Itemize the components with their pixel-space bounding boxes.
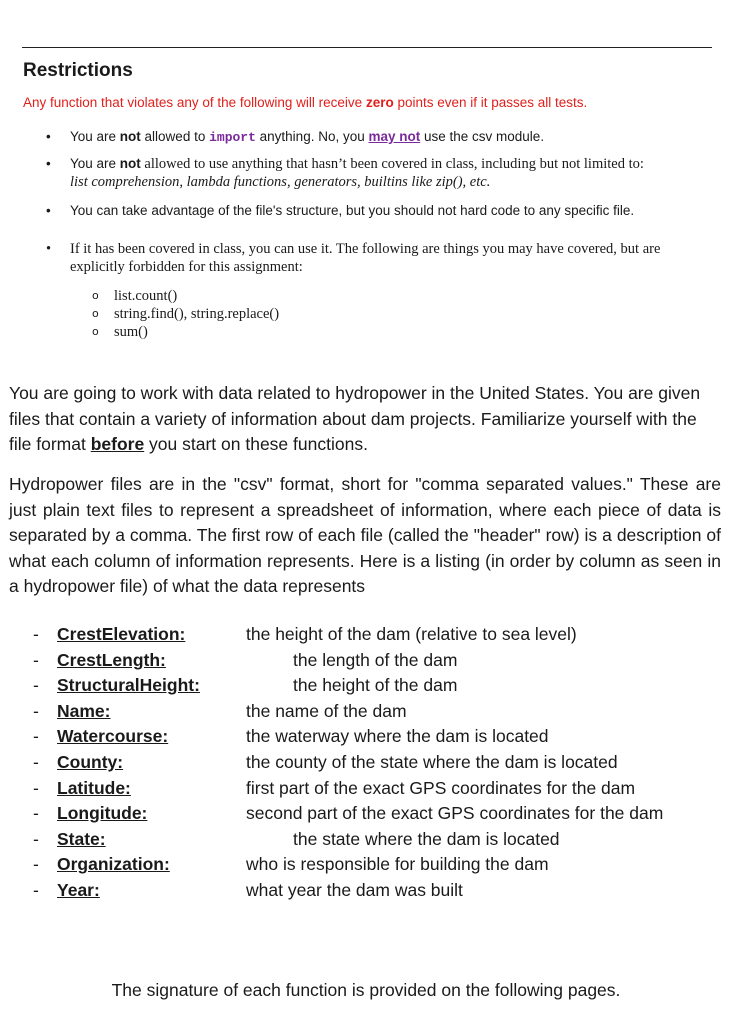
bullet-text: allowed to	[140, 129, 210, 144]
bullet-text: You are	[70, 129, 120, 144]
field-description: the height of the dam	[293, 675, 458, 696]
field-description: the name of the dam	[246, 700, 407, 721]
dash: -	[33, 624, 39, 644]
restrictions-heading: Restrictions	[23, 60, 133, 81]
bullet-dot: •	[46, 241, 52, 257]
bullet-dot: •	[46, 203, 51, 218]
before-emphasis: before	[90, 434, 145, 454]
field-description: the length of the dam	[293, 649, 458, 670]
dash: -	[33, 828, 39, 849]
restriction-bullet-structure	[46, 202, 716, 220]
warning-zero: zero	[365, 95, 394, 110]
circle-bullet-icon: o	[92, 289, 99, 302]
field-name: Latitude:	[57, 777, 131, 798]
field-description: who is responsible for building the dam	[246, 854, 549, 875]
dash: -	[33, 854, 39, 875]
footer-note: The signature of each function is provided on the following pages.	[111, 980, 621, 1000]
dash: -	[33, 700, 39, 721]
forbidden-item	[92, 323, 279, 341]
import-keyword: import	[209, 130, 256, 145]
forbidden-item-text: list.count()	[114, 288, 178, 304]
field-description: first part of the exact GPS coordinates for the dam	[246, 777, 636, 798]
field-description: second part of the exact GPS coordinates for the dam	[246, 803, 664, 824]
dash: -	[33, 675, 39, 696]
forbidden-item	[92, 305, 279, 323]
field-name: Year:	[57, 879, 100, 900]
restriction-bullet-uncovered	[46, 155, 716, 191]
field-name: Name:	[57, 700, 111, 721]
warning-text-start: Any function that violates any of the following will receive	[23, 95, 366, 110]
forbidden-item	[92, 287, 279, 305]
bullet-emphasis: not	[119, 156, 141, 171]
bullet-text: If it has been covered in class, you can use it. The following are things you may have covered, but are explicitly forbidden for this assignment:	[70, 241, 661, 275]
field-name: CrestElevation:	[57, 624, 186, 644]
forbidden-list	[92, 287, 279, 341]
field-name: Organization:	[57, 854, 170, 875]
field-name: County:	[57, 751, 124, 772]
field-name: Watercourse:	[57, 726, 169, 747]
forbidden-examples: list comprehension, lambda functions, generators, builtins like zip(), etc.	[70, 174, 491, 190]
dash: -	[33, 751, 39, 772]
field-description: the county of the state where the dam is located	[246, 751, 618, 772]
forbidden-item-text: string.find(), string.replace()	[114, 306, 280, 322]
field-description: the state where the dam is located	[293, 828, 560, 849]
bullet-dot: •	[46, 129, 51, 144]
may-not-emphasis: may not	[368, 129, 421, 144]
bullet-text: allowed to use anything that hasn’t been covered in class, including but not limited to:	[140, 156, 644, 172]
forbidden-item-text: sum()	[114, 324, 148, 340]
field-name: CrestLength:	[57, 649, 166, 670]
field-description: what year the dam was built	[246, 879, 463, 900]
top-rule	[22, 47, 712, 48]
warning-text-end: points even if it passes all tests.	[393, 95, 588, 110]
field-description: the waterway where the dam is located	[246, 726, 549, 747]
bullet-text: You are	[70, 156, 120, 171]
intro-text: you start on these functions.	[144, 434, 368, 454]
dash: -	[33, 777, 39, 798]
dash: -	[33, 803, 39, 824]
dash: -	[33, 879, 39, 900]
csv-paragraph: Hydropower files are in the "csv" format, short for "comma separated values." These are just plain text files to represent a spreadsheet of information, where each piece of data is separated by a comma. The first row of each file (called the "header" row) is a description of what each column of information represents. Here is a listing (in order by column as seen in a hydropower file) of what the data represents	[9, 474, 721, 596]
field-name: StructuralHeight:	[57, 675, 200, 696]
restrictions-warning	[23, 95, 587, 110]
bullet-text: You can take advantage of the file's structure, but you should not hard code to any specific file.	[70, 203, 635, 218]
field-description: the height of the dam (relative to sea level)	[246, 624, 577, 644]
circle-bullet-icon: o	[92, 307, 99, 320]
bullet-text: anything. No, you	[255, 129, 369, 144]
restriction-bullet-covered	[46, 240, 706, 276]
bullet-text: use the csv module.	[420, 129, 545, 144]
intro-text: You are going to work with data related to hydropower in the United States. You are given files that contain a variety of information about dam projects. Familiarize yourself with the file format	[9, 383, 701, 454]
circle-bullet-icon: o	[92, 325, 99, 338]
bullet-emphasis: not	[119, 129, 141, 144]
dash: -	[33, 726, 39, 747]
bullet-dot: •	[46, 156, 51, 171]
dash: -	[33, 649, 39, 670]
restriction-bullet-import	[46, 128, 716, 147]
field-name: State:	[57, 828, 106, 849]
field-name: Longitude:	[57, 803, 148, 824]
intro-paragraph	[9, 381, 721, 458]
